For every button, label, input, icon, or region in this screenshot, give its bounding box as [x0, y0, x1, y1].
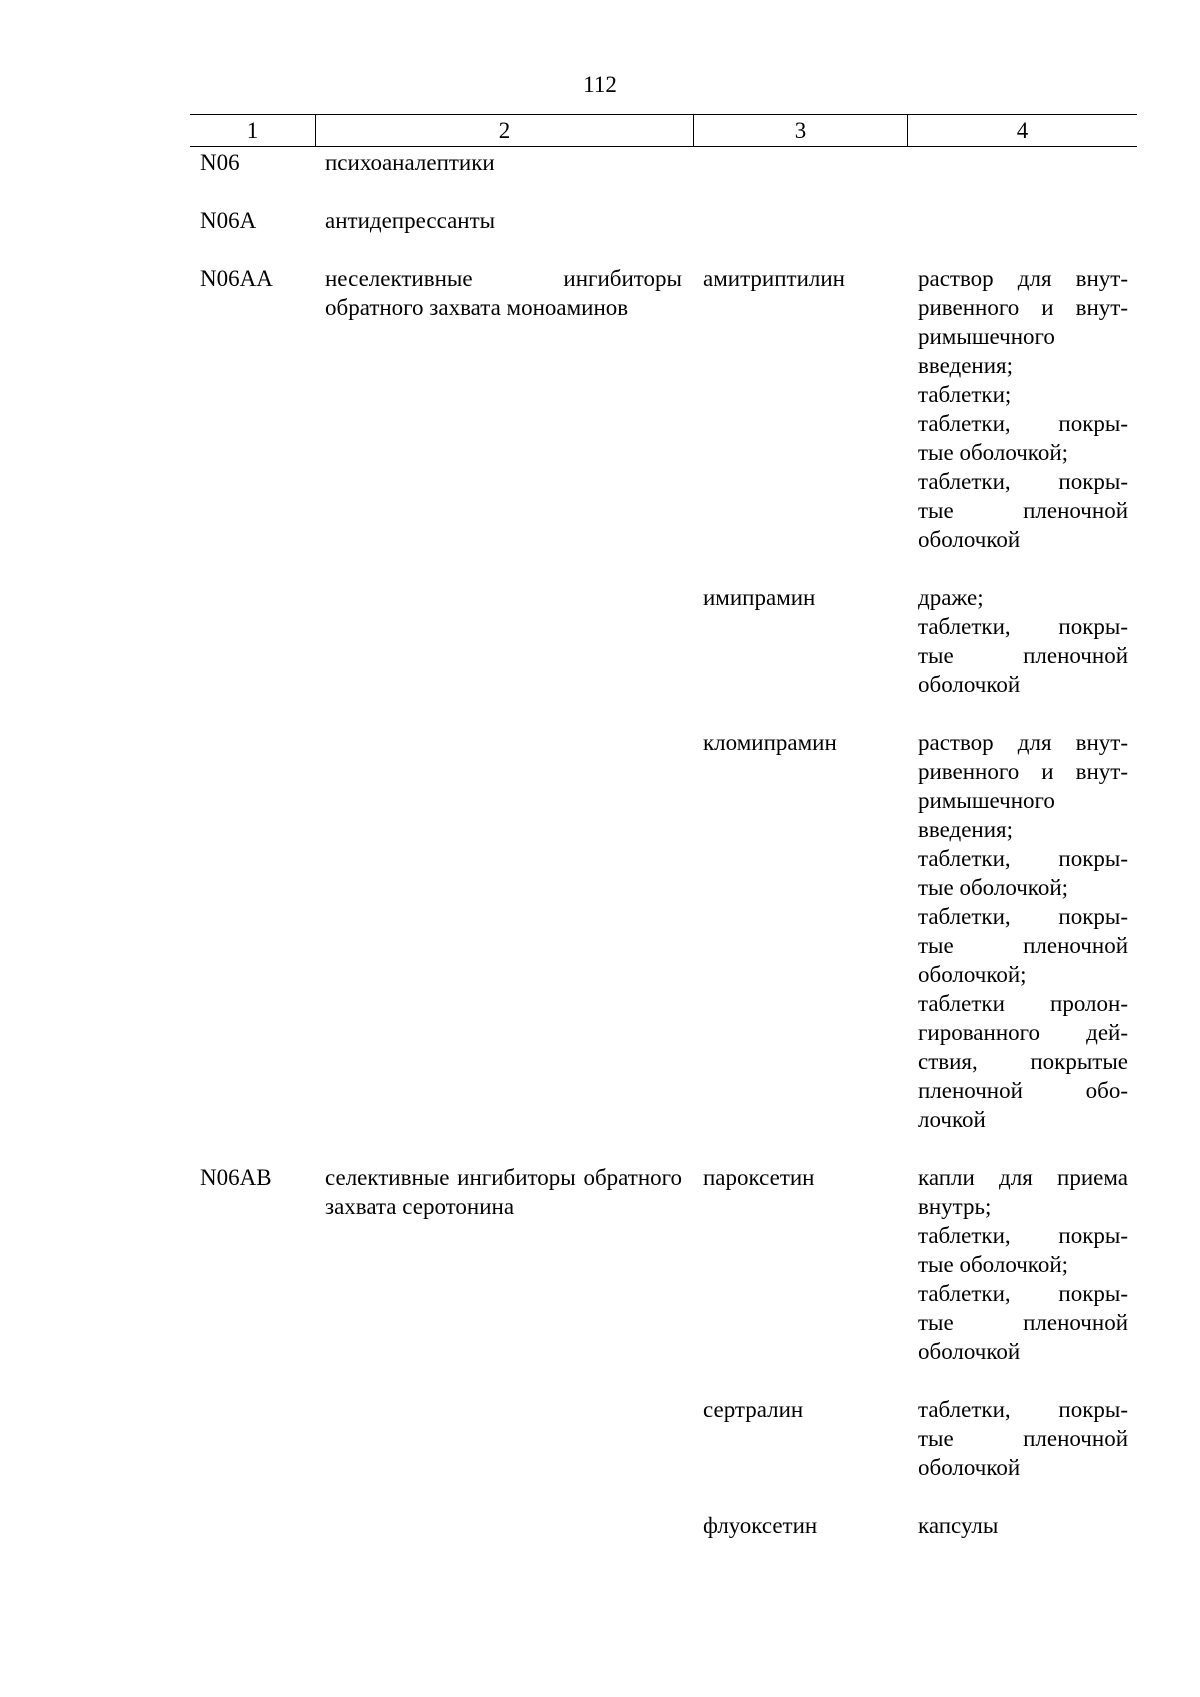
- dosage-form-line: введения;: [918, 353, 1013, 378]
- atc-code: N06AB: [200, 1165, 272, 1190]
- header-col-2: 2: [315, 115, 693, 146]
- dosage-form-line: оболочкой: [918, 527, 1021, 552]
- dosage-form-line: лочкой: [918, 1107, 986, 1132]
- dosage-forms: [918, 728, 1128, 1134]
- dosage-form-line: тые пленочной: [918, 1310, 1128, 1335]
- dosage-form-line: таблетки, покры-: [918, 614, 1128, 639]
- dosage-forms: [918, 1511, 1128, 1540]
- dosage-form-line: таблетки;: [918, 382, 1012, 407]
- dosage-form-line: введения;: [918, 817, 1013, 842]
- drug-name: амитриптилин: [703, 266, 845, 291]
- dosage-form-line: тые оболочкой;: [918, 440, 1069, 465]
- dosage-form-line: ривенного и внут-: [918, 759, 1128, 784]
- table-header: [190, 114, 1137, 147]
- dosage-form-line: оболочкой: [918, 1339, 1021, 1364]
- dosage-form-line: таблетки, покры-: [918, 1281, 1128, 1306]
- dosage-form-line: таблетки, покры-: [918, 469, 1128, 494]
- atc-group-name: неселективные ингибиторы обратного захвата моноаминов: [325, 266, 682, 320]
- dosage-form-line: тые оболочкой;: [918, 1252, 1069, 1277]
- dosage-form-line: таблетки, покры-: [918, 1223, 1128, 1248]
- dosage-form-line: таблетки пролон-: [918, 991, 1128, 1016]
- dosage-form-line: капли для приема: [918, 1165, 1128, 1190]
- dosage-form-line: ривенного и внут-: [918, 295, 1128, 320]
- atc-group-name: психоаналептики: [325, 150, 495, 175]
- dosage-form-line: внутрь;: [918, 1194, 992, 1219]
- dosage-form-line: драже;: [918, 585, 984, 610]
- drug-name: флуоксетин: [703, 1513, 818, 1538]
- dosage-form-line: тые пленочной: [918, 933, 1128, 958]
- atc-code: N06A: [200, 208, 257, 233]
- dosage-form-line: пленочной обо-: [918, 1078, 1128, 1103]
- dosage-form-line: тые пленочной: [918, 643, 1128, 668]
- dosage-form-line: капсулы: [918, 1513, 999, 1538]
- drug-name: кломипрамин: [703, 730, 837, 755]
- dosage-form-line: ствия, покрытые: [918, 1049, 1128, 1074]
- dosage-forms: [918, 1163, 1128, 1366]
- page-number: 112: [583, 72, 617, 97]
- dosage-form-line: римышечного: [918, 324, 1055, 349]
- dosage-form-line: римышечного: [918, 788, 1055, 813]
- dosage-form-line: таблетки, покры-: [918, 411, 1128, 436]
- dosage-form-line: тые пленочной: [918, 498, 1128, 523]
- atc-code: N06: [200, 150, 240, 175]
- drug-name: пароксетин: [703, 1165, 815, 1190]
- dosage-form-line: таблетки, покры-: [918, 1397, 1128, 1422]
- dosage-form-line: оболочкой: [918, 1455, 1021, 1480]
- dosage-forms: [918, 583, 1128, 699]
- drug-name: сертралин: [703, 1397, 804, 1422]
- header-col-1: 1: [246, 118, 259, 143]
- drug-name: имипрамин: [703, 585, 816, 610]
- dosage-form-line: тые оболочкой;: [918, 875, 1069, 900]
- atc-code: N06AA: [200, 266, 273, 291]
- dosage-forms: [918, 1395, 1128, 1482]
- header-col-3: 3: [693, 115, 907, 146]
- dosage-form-line: тые пленочной: [918, 1426, 1128, 1451]
- atc-group-name: антидепрессанты: [325, 208, 496, 233]
- dosage-form-line: таблетки, покры-: [918, 846, 1128, 871]
- dosage-form-line: раствор для внут-: [918, 730, 1128, 755]
- dosage-form-line: таблетки, покры-: [918, 904, 1128, 929]
- dosage-form-line: оболочкой: [918, 672, 1021, 697]
- dosage-form-line: гированного дей-: [918, 1020, 1128, 1045]
- dosage-form-line: раствор для внут-: [918, 266, 1128, 291]
- dosage-form-line: оболочкой;: [918, 962, 1027, 987]
- atc-group-name: селективные ингибиторы обратного захвата серотонина: [325, 1165, 682, 1219]
- dosage-forms: [918, 264, 1128, 554]
- header-col-4: 4: [907, 115, 1137, 146]
